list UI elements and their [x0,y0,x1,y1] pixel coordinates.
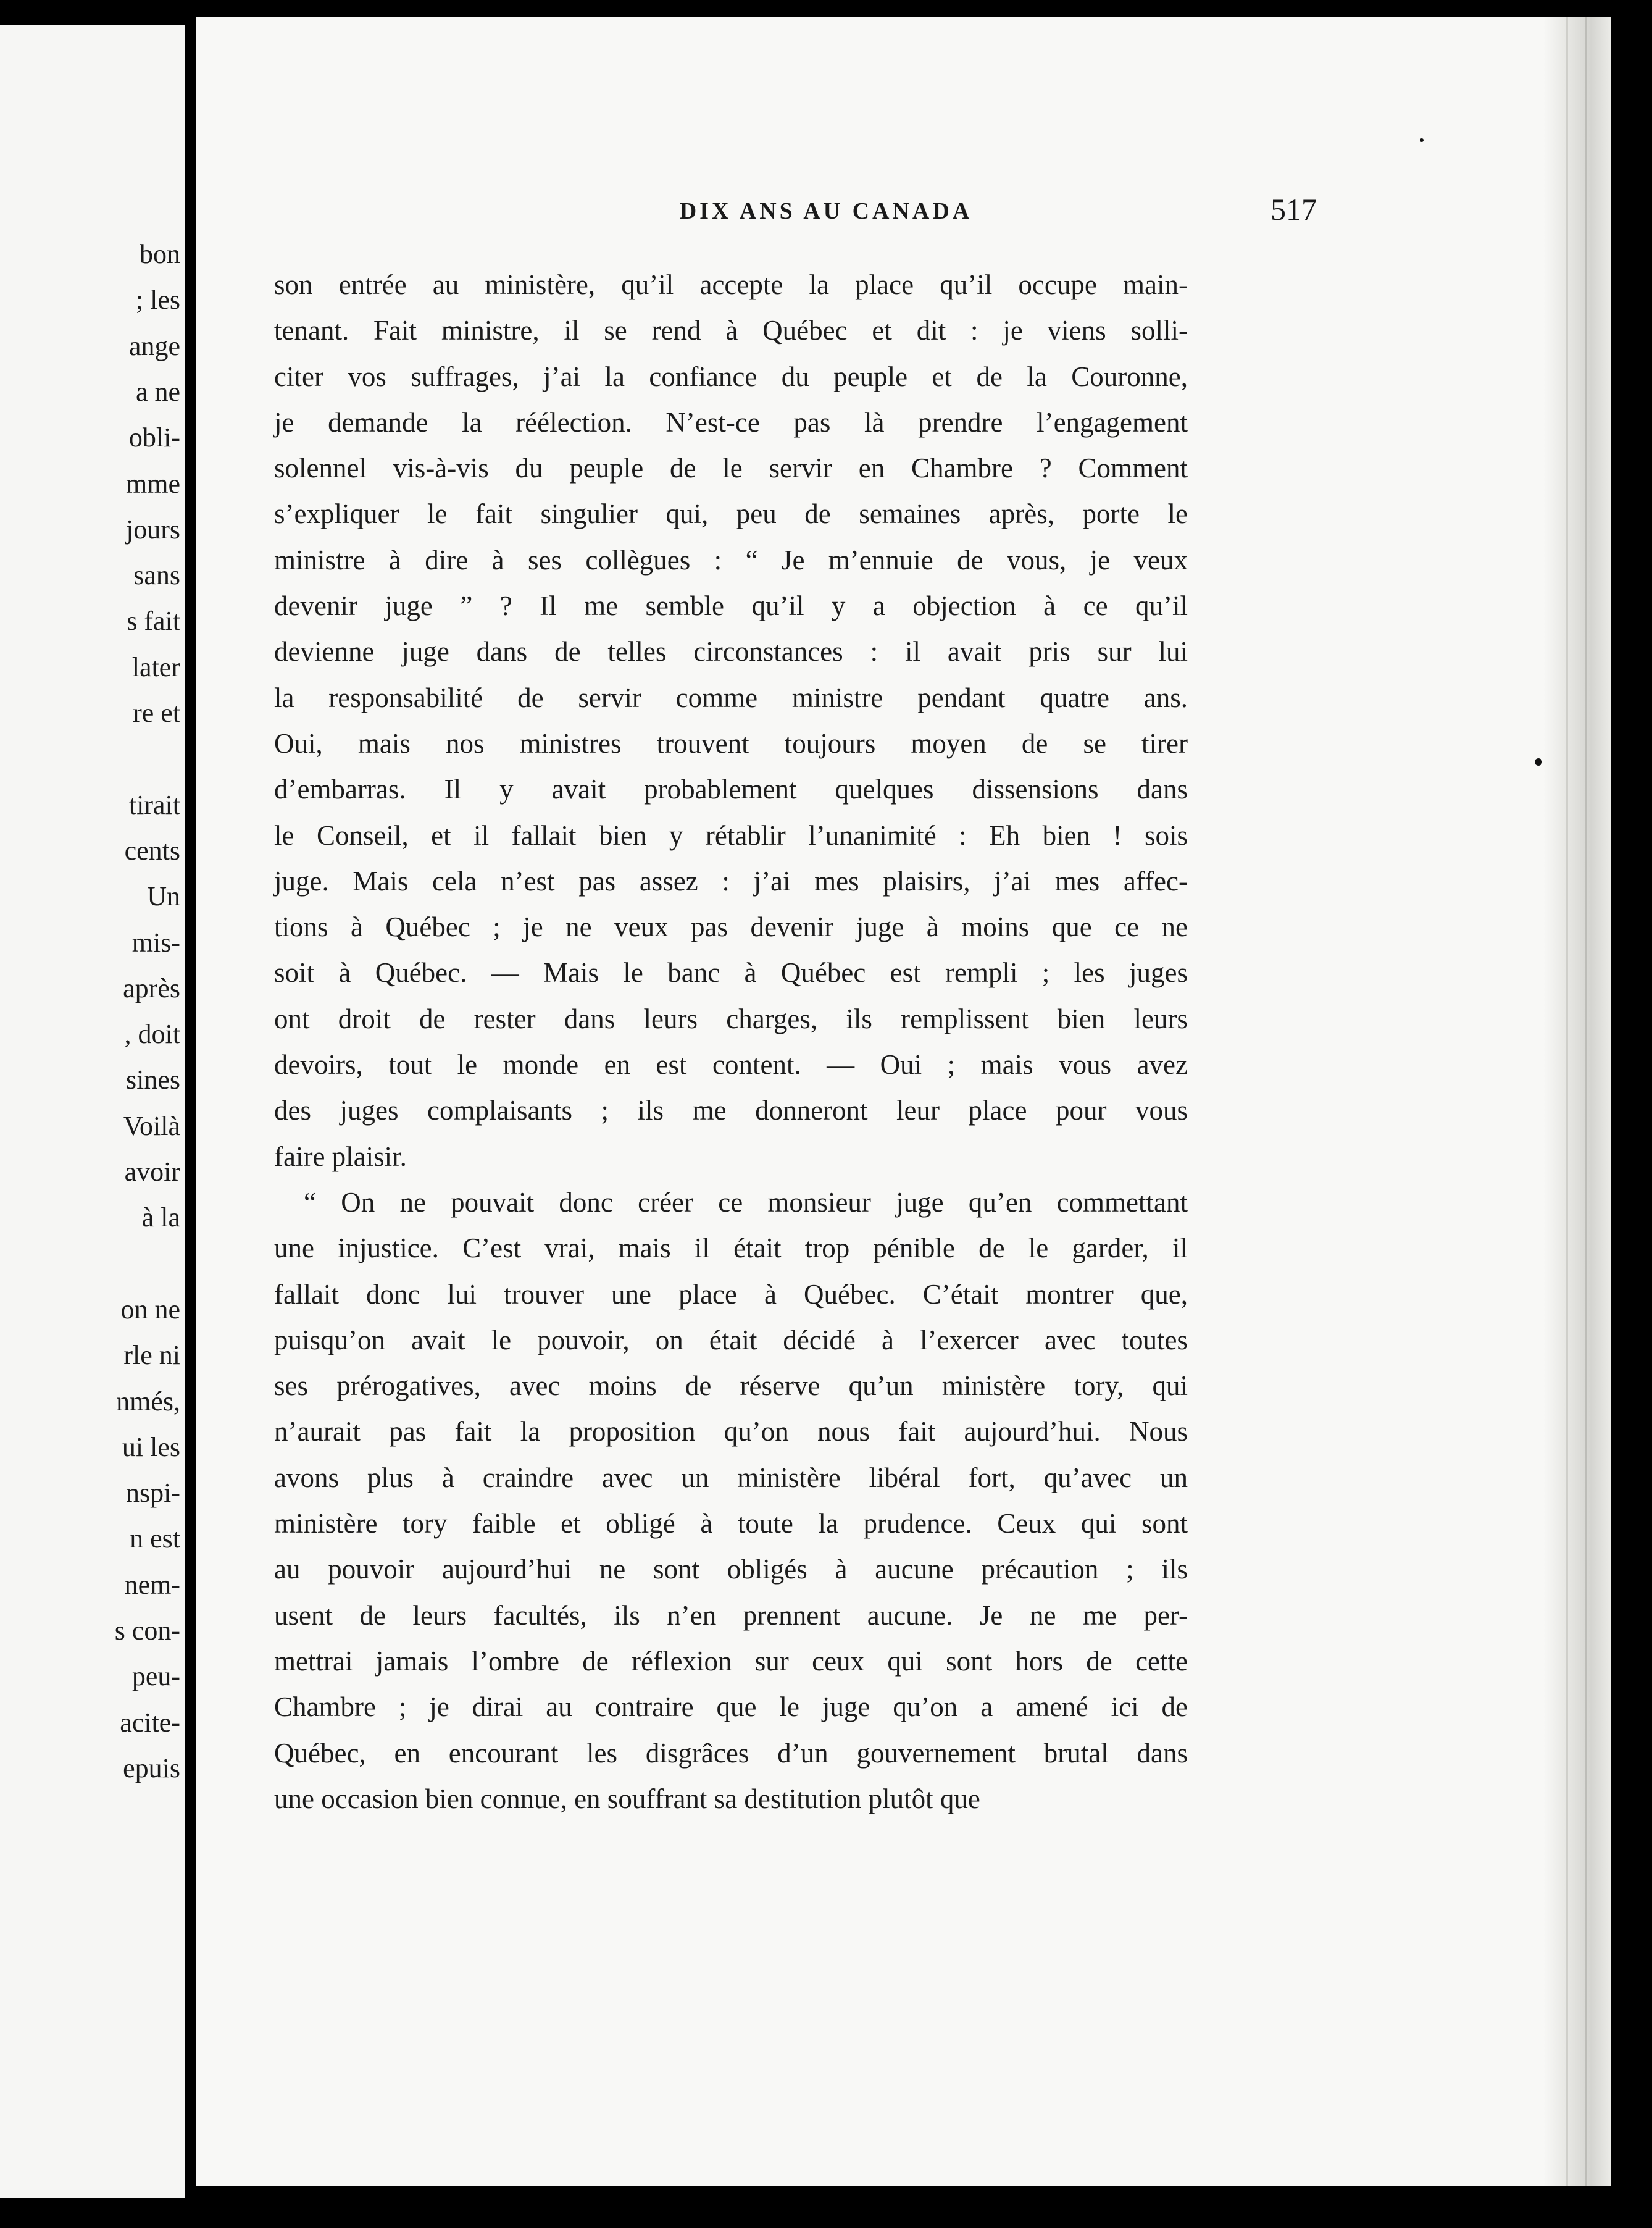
text-line: son entrée au ministère, qu’il accepte la place qu’il occupe main- [274,269,1188,300]
left-page-line: sines [126,1065,180,1095]
text-line: je demande la réélection. N’est-ce pas là prendre l’engagement [274,406,1188,438]
left-page-line: acite- [120,1707,180,1738]
left-page-line: n est [130,1523,180,1554]
text-line: des juges complaisants ; ils me donneront leur place pour vous [274,1095,1188,1126]
text-line: devoirs, tout le monde en est content. — Oui ; mais vous avez [274,1049,1188,1081]
left-page-line: mme [126,468,180,499]
scan-speck [1535,758,1542,766]
left-page-line: à la [141,1202,180,1233]
text-line: avons plus à craindre avec un ministère libéral fort, qu’avec un [274,1462,1188,1493]
right-page [196,17,1611,2186]
left-page-line: later [131,651,180,682]
left-page-line: s con- [114,1615,180,1646]
left-page-line: ange [128,330,180,361]
text-line: ses prérogatives, avec moins de réserve qu’un ministère tory, qui [274,1370,1188,1402]
page-number: 517 [1270,192,1317,227]
left-page-line: cents [124,835,180,866]
text-line: usent de leurs facultés, ils n’en prennent aucune. Je ne me per- [274,1599,1188,1631]
left-page-line: mis- [131,927,180,958]
left-page-line: bon [140,239,180,269]
text-line: au pouvoir aujourd’hui ne sont obligés à aucune précaution ; ils [274,1554,1188,1585]
left-page-line: nspi- [126,1478,180,1509]
text-line: d’embarras. Il y avait probablement quelques dissensions dans [274,774,1188,805]
text-line: le Conseil, et il fallait bien y rétablir l’unanimité : Eh bien ! sois [274,819,1188,851]
left-page-line: epuis [123,1753,180,1783]
left-page-line: nem- [124,1569,180,1600]
text-line: la responsabilité de servir comme ministre pendant quatre ans. [274,682,1188,713]
text-line: ministère tory faible et obligé à toute la prudence. Ceux qui sont [274,1508,1188,1539]
page-edge-line [1585,17,1587,2186]
left-page-line: re et [133,698,180,728]
left-page-line: jours [126,514,180,545]
text-line: une occasion bien connue, en souffrant sa destitution plutôt que [274,1783,980,1814]
left-page-line: peu- [131,1661,180,1692]
text-line: juge. Mais cela n’est pas assez : j’ai mes plaisirs, j’ai mes affec- [274,865,1188,897]
left-page-line: Voilà [123,1110,180,1141]
text-line: Oui, mais nos ministres trouvent toujours moyen de se tirer [274,727,1188,759]
left-page-line: après [123,973,180,1003]
page-edge-shadow [1543,17,1611,2186]
text-line: tions à Québec ; je ne veux pas devenir juge à moins que ce ne [274,911,1188,943]
text-line: puisqu’on avait le pouvoir, on était décidé à l’exercer avec toutes [274,1324,1188,1355]
left-page-line: on ne [120,1294,180,1325]
left-page-line: sans [133,560,180,591]
text-line: soit à Québec. — Mais le banc à Québec est rempli ; les juges [274,957,1188,989]
text-line: faire plaisir. [274,1141,407,1172]
text-line: n’aurait pas fait la proposition qu’on nous fait aujourd’hui. Nous [274,1416,1188,1447]
text-line: Chambre ; je dirai au contraire que le juge qu’on a amené ici de [274,1691,1188,1723]
text-line: solennel vis-à-vis du peuple de le servir en Chambre ? Comment [274,453,1188,484]
text-line: Québec, en encourant les disgrâces d’un gouvernement brutal dans [274,1737,1188,1769]
page-header [585,191,1369,235]
left-page-fragment [0,25,185,2198]
left-page-line: nmés, [116,1386,180,1417]
left-page-line: obli- [128,422,180,453]
left-page-line: s fait [127,606,180,637]
text-line: devenir juge ” ? Il me semble qu’il y a objection à ce qu’il [274,590,1188,622]
left-page-line: tirait [128,789,180,820]
left-page-line: ui les [122,1431,180,1462]
text-line: tenant. Fait ministre, il se rend à Québec et dit : je viens solli- [274,315,1188,346]
text-line: une injustice. C’est vrai, mais il était trop pénible de le garder, il [274,1233,1188,1264]
left-page-line: ; les [135,285,180,316]
left-page-line: a ne [135,376,180,407]
left-page-line: Un [147,881,180,912]
text-line: citer vos suffrages, j’ai la confiance du peuple et de la Couronne, [274,361,1188,392]
text-line: fallait donc lui trouver une place à Québec. C’était montrer que, [274,1278,1188,1310]
page-edge-line [1566,17,1568,2186]
text-line: devienne juge dans de telles circonstances : il avait pris sur lui [274,636,1188,668]
running-title: DIX ANS AU CANADA [679,198,973,224]
body-text [274,262,1188,1822]
left-page-line: , doit [124,1019,180,1050]
text-line: mettrai jamais l’ombre de réflexion sur ceux qui sont hors de cette [274,1645,1188,1677]
left-page-line: avoir [124,1157,180,1187]
text-line: s’expliquer le fait singulier qui, peu de semaines après, porte le [274,498,1188,530]
text-line: ont droit de rester dans leurs charges, ils remplissent bien leurs [274,1003,1188,1034]
text-line: “ On ne pouvait donc créer ce monsieur juge qu’en commettant [304,1186,1188,1218]
scan-speck [1420,138,1424,142]
left-page-line: rle ni [123,1340,180,1371]
text-line: ministre à dire à ses collègues : “ Je m’ennuie de vous, je veux [274,544,1188,576]
